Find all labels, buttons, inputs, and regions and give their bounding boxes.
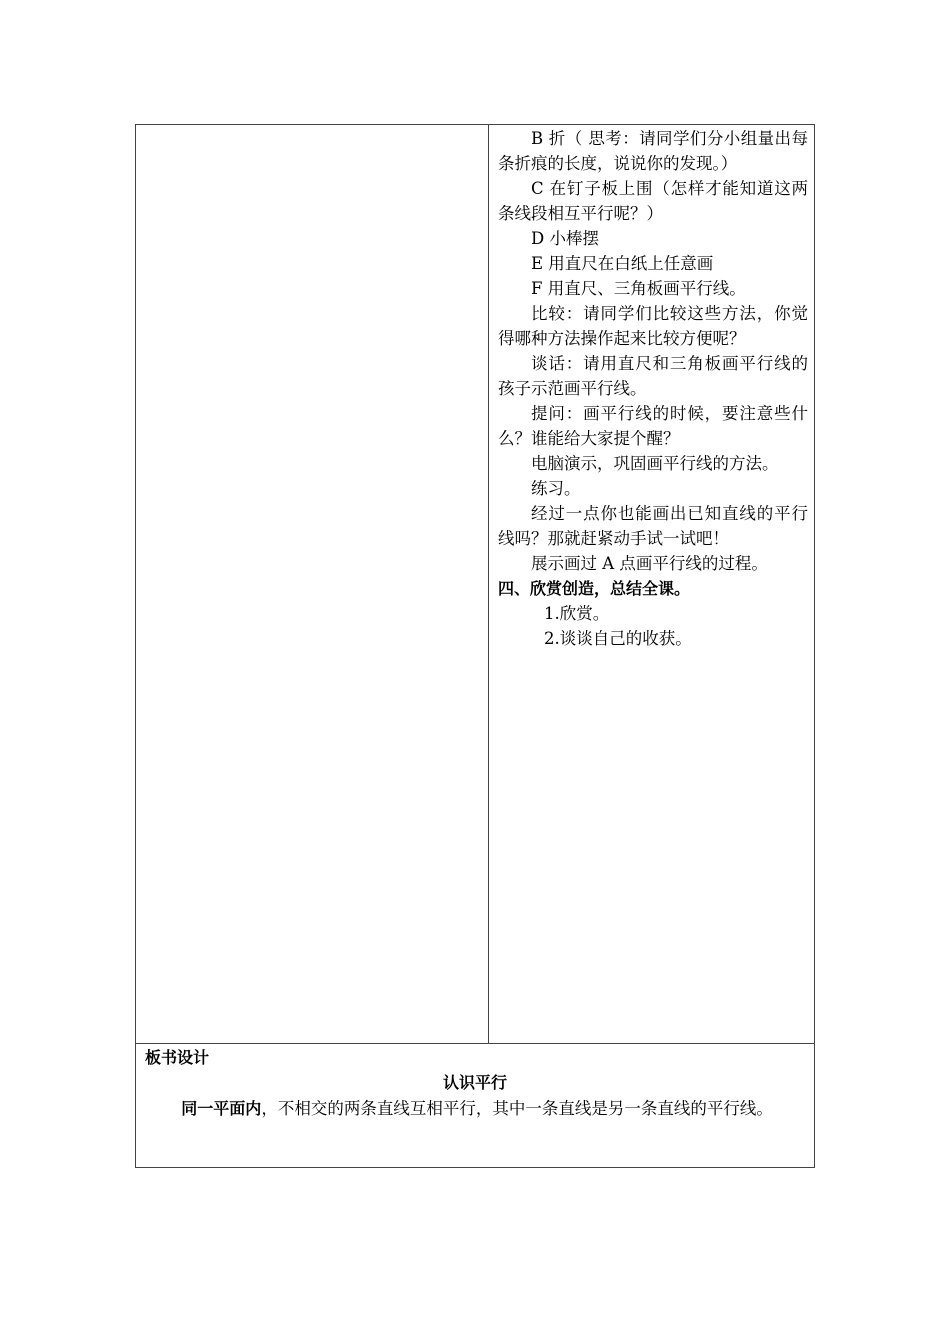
demo-paragraph: 电脑演示，巩固画平行线的方法。 <box>531 454 779 473</box>
column-divider <box>488 124 489 1043</box>
step-sticks: D 小棒摆 <box>531 229 599 248</box>
section-heading: 四、欣赏创造，总结全课。 <box>498 579 691 598</box>
definition-text <box>145 1096 809 1122</box>
step-nail-board: C 在钉子板上围（怎样才能知道这两条线段相互平行呢？） <box>498 179 808 223</box>
talk-paragraph: 谈话：请用直尺和三角板画平行线的孩子示范画平行线。 <box>498 354 808 398</box>
board-design-label: 板书设计 <box>145 1048 210 1067</box>
row-divider <box>135 1043 815 1044</box>
list-item: 1.欣赏。 <box>544 604 610 623</box>
activity-cell <box>498 126 808 651</box>
question-paragraph: 提问：画平行线的时候，要注意些什么？谁能给大家提个醒？ <box>498 404 808 448</box>
step-fold: B 折（ 思考：请同学们分小组量出每条折痕的长度，说说你的发现。） <box>498 129 808 173</box>
compare-paragraph: 比较：请同学们比较这些方法，你觉得哪种方法操作起来比较方便呢？ <box>498 304 808 348</box>
practice-label: 练习。 <box>531 479 581 498</box>
definition-bold: 同一平面内 <box>181 1099 262 1118</box>
board-title: 认识平行 <box>442 1073 507 1092</box>
step-ruler-draw: E 用直尺在白纸上任意画 <box>531 254 714 273</box>
show-paragraph: 展示画过 A 点画平行线的过程。 <box>531 554 768 573</box>
practice-paragraph: 经过一点你也能画出已知直线的平行线吗？那就赶紧动手试一试吧！ <box>498 504 808 548</box>
definition-rest: ，不相交的两条直线互相平行，其中一条直线是另一条直线的平行线。 <box>261 1099 773 1118</box>
list-item: 2.谈谈自己的收获。 <box>544 629 692 648</box>
step-ruler-triangle: F 用直尺、三角板画平行线。 <box>531 279 746 298</box>
